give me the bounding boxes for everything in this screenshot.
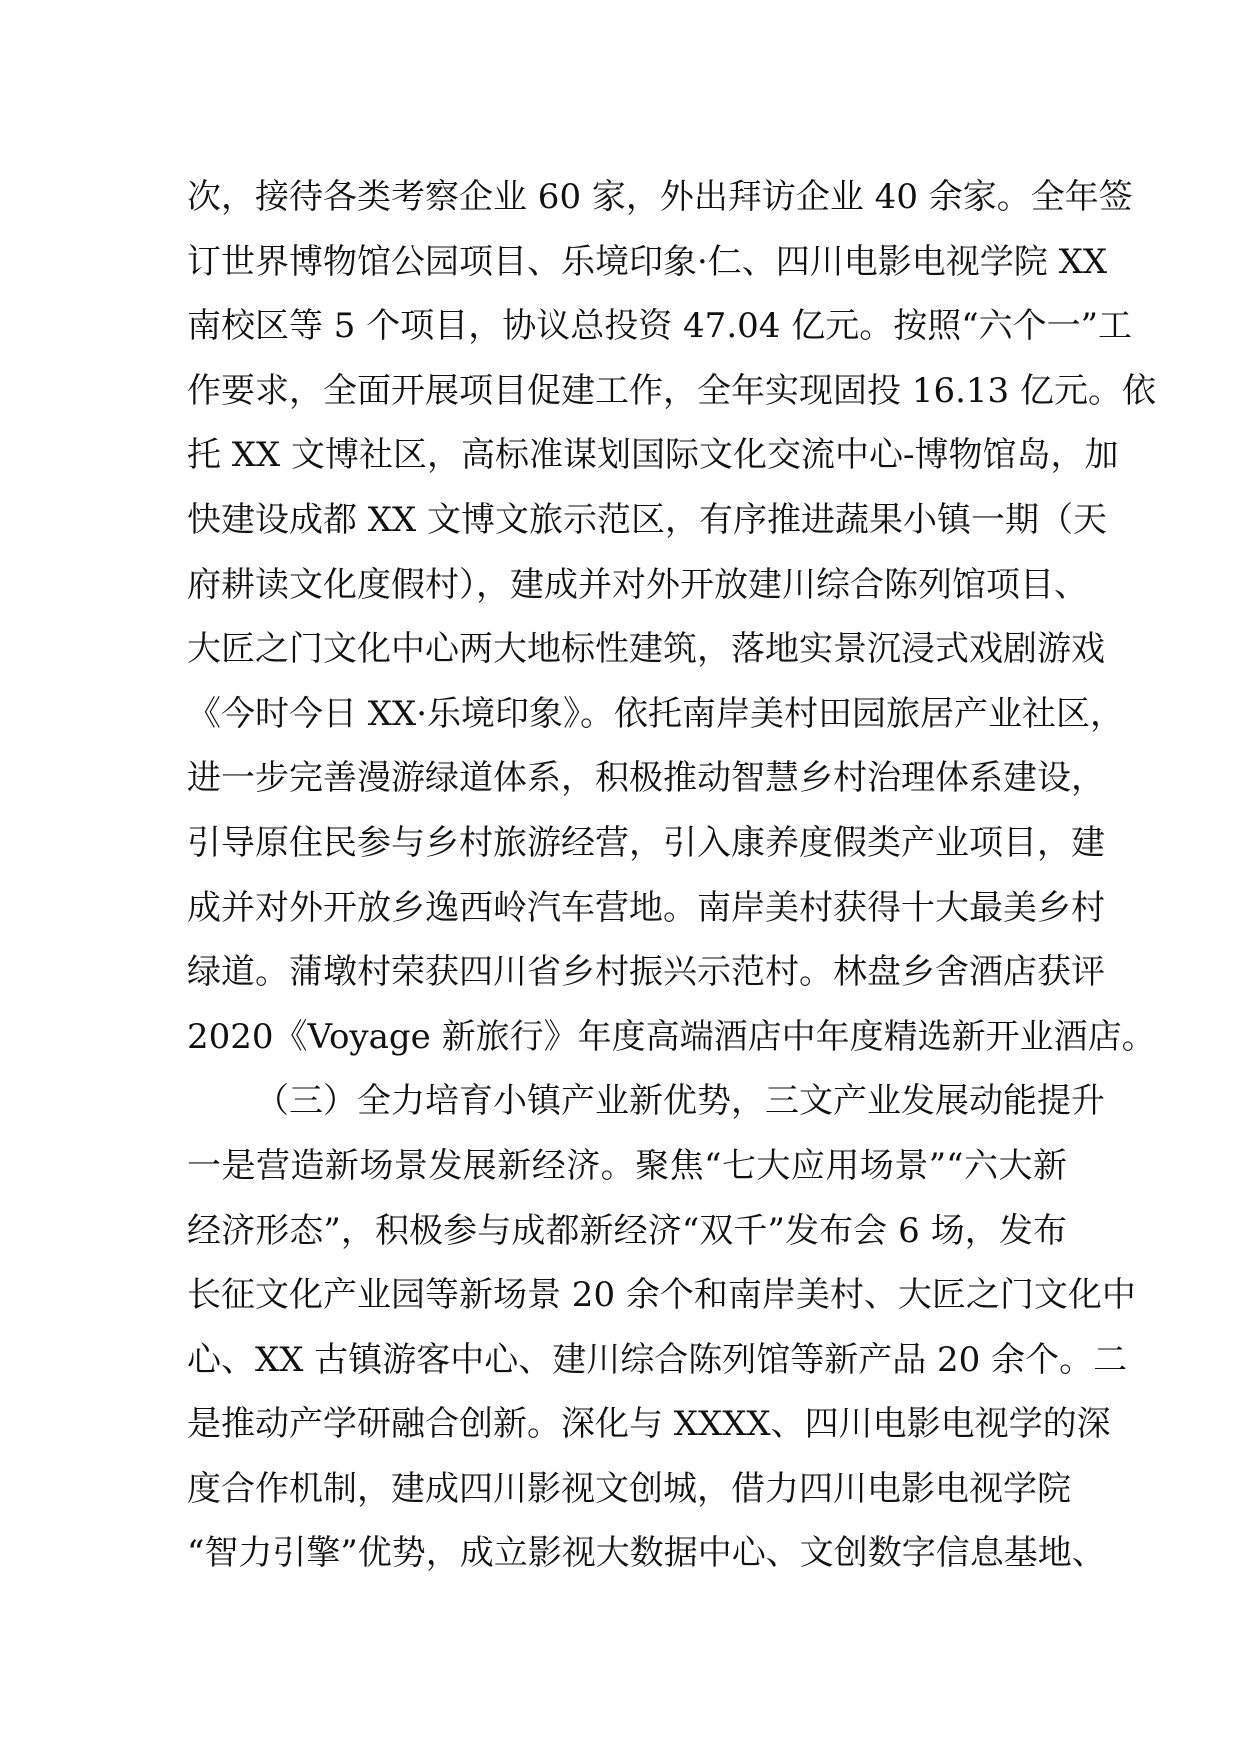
text-line: 次，接待各类考察企业 60 家，外出拜访企业 40 余家。全年签: [187, 177, 1133, 217]
text-line: 经济形态”，积极参与成都新经济“双千”发布会 6 场，发布: [187, 1210, 1067, 1251]
text-line: “智力引擎”优势，成立影视大数据中心、文创数字信息基地、: [187, 1533, 1106, 1574]
text-line: 《今时今日 XX·乐境印象》。依托南岸美村田园旅居产业社区，: [187, 693, 1125, 734]
text-line: 托 XX 文博社区，高标准谋划国际文化交流中心-博物馆岛，加: [187, 435, 1119, 476]
text-line: 快建设成都 XX 文博文旅示范区，有序推进蔬果小镇一期（天: [187, 499, 1108, 540]
text-line: 订世界博物馆公园项目、乐境印象·仁、四川电影电视学院 XX: [187, 241, 1108, 282]
section-heading: （三）全力培育小镇产业新优势，三文产业发展动能提升: [255, 1081, 1105, 1122]
text-line: 长征文化产业园等新场景 20 余个和南岸美村、大匠之门文化中: [187, 1275, 1136, 1316]
text-line: 南校区等 5 个项目，协议总投资 47.04 亿元。按照“六个一”工: [187, 306, 1132, 347]
text-line: 一是营造新场景发展新经济。聚焦“七大应用场景”“六大新: [187, 1145, 1067, 1186]
text-line: 大匠之门文化中心两大地标性建筑，落地实景沉浸式戏剧游戏: [187, 629, 1105, 670]
text-line: 进一步完善漫游绿道体系，积极推动智慧乡村治理体系建设，: [187, 758, 1105, 799]
text-line: 2020《Voyage 新旅行》年度高端酒店中年度精选新开业酒店。: [187, 1016, 1156, 1057]
text-line: 是推动产学研融合创新。深化与 XXXX、四川电影电视学的深: [187, 1404, 1111, 1445]
text-line: 成并对外开放乡逸西岭汽车营地。南岸美村获得十大最美乡村: [187, 887, 1105, 928]
text-line: 心、XX 古镇游客中心、建川综合陈列馆等新产品 20 余个。二: [187, 1339, 1128, 1380]
text-line: 引导原住民参与乡村旅游经营，引入康养度假类产业项目，建: [187, 822, 1105, 863]
body-text: [187, 165, 1156, 1586]
text-line: 绿道。蒲墩村荣获四川省乡村振兴示范村。林盘乡舍酒店获评: [187, 952, 1105, 993]
text-line: 度合作机制，建成四川影视文创城，借力四川电影电视学院: [187, 1468, 1071, 1509]
text-line: 府耕读文化度假村），建成并对外开放建川综合陈列馆项目、: [187, 564, 1088, 605]
text-line: 作要求，全面开展项目促建工作，全年实现固投 16.13 亿元。依: [187, 370, 1156, 411]
